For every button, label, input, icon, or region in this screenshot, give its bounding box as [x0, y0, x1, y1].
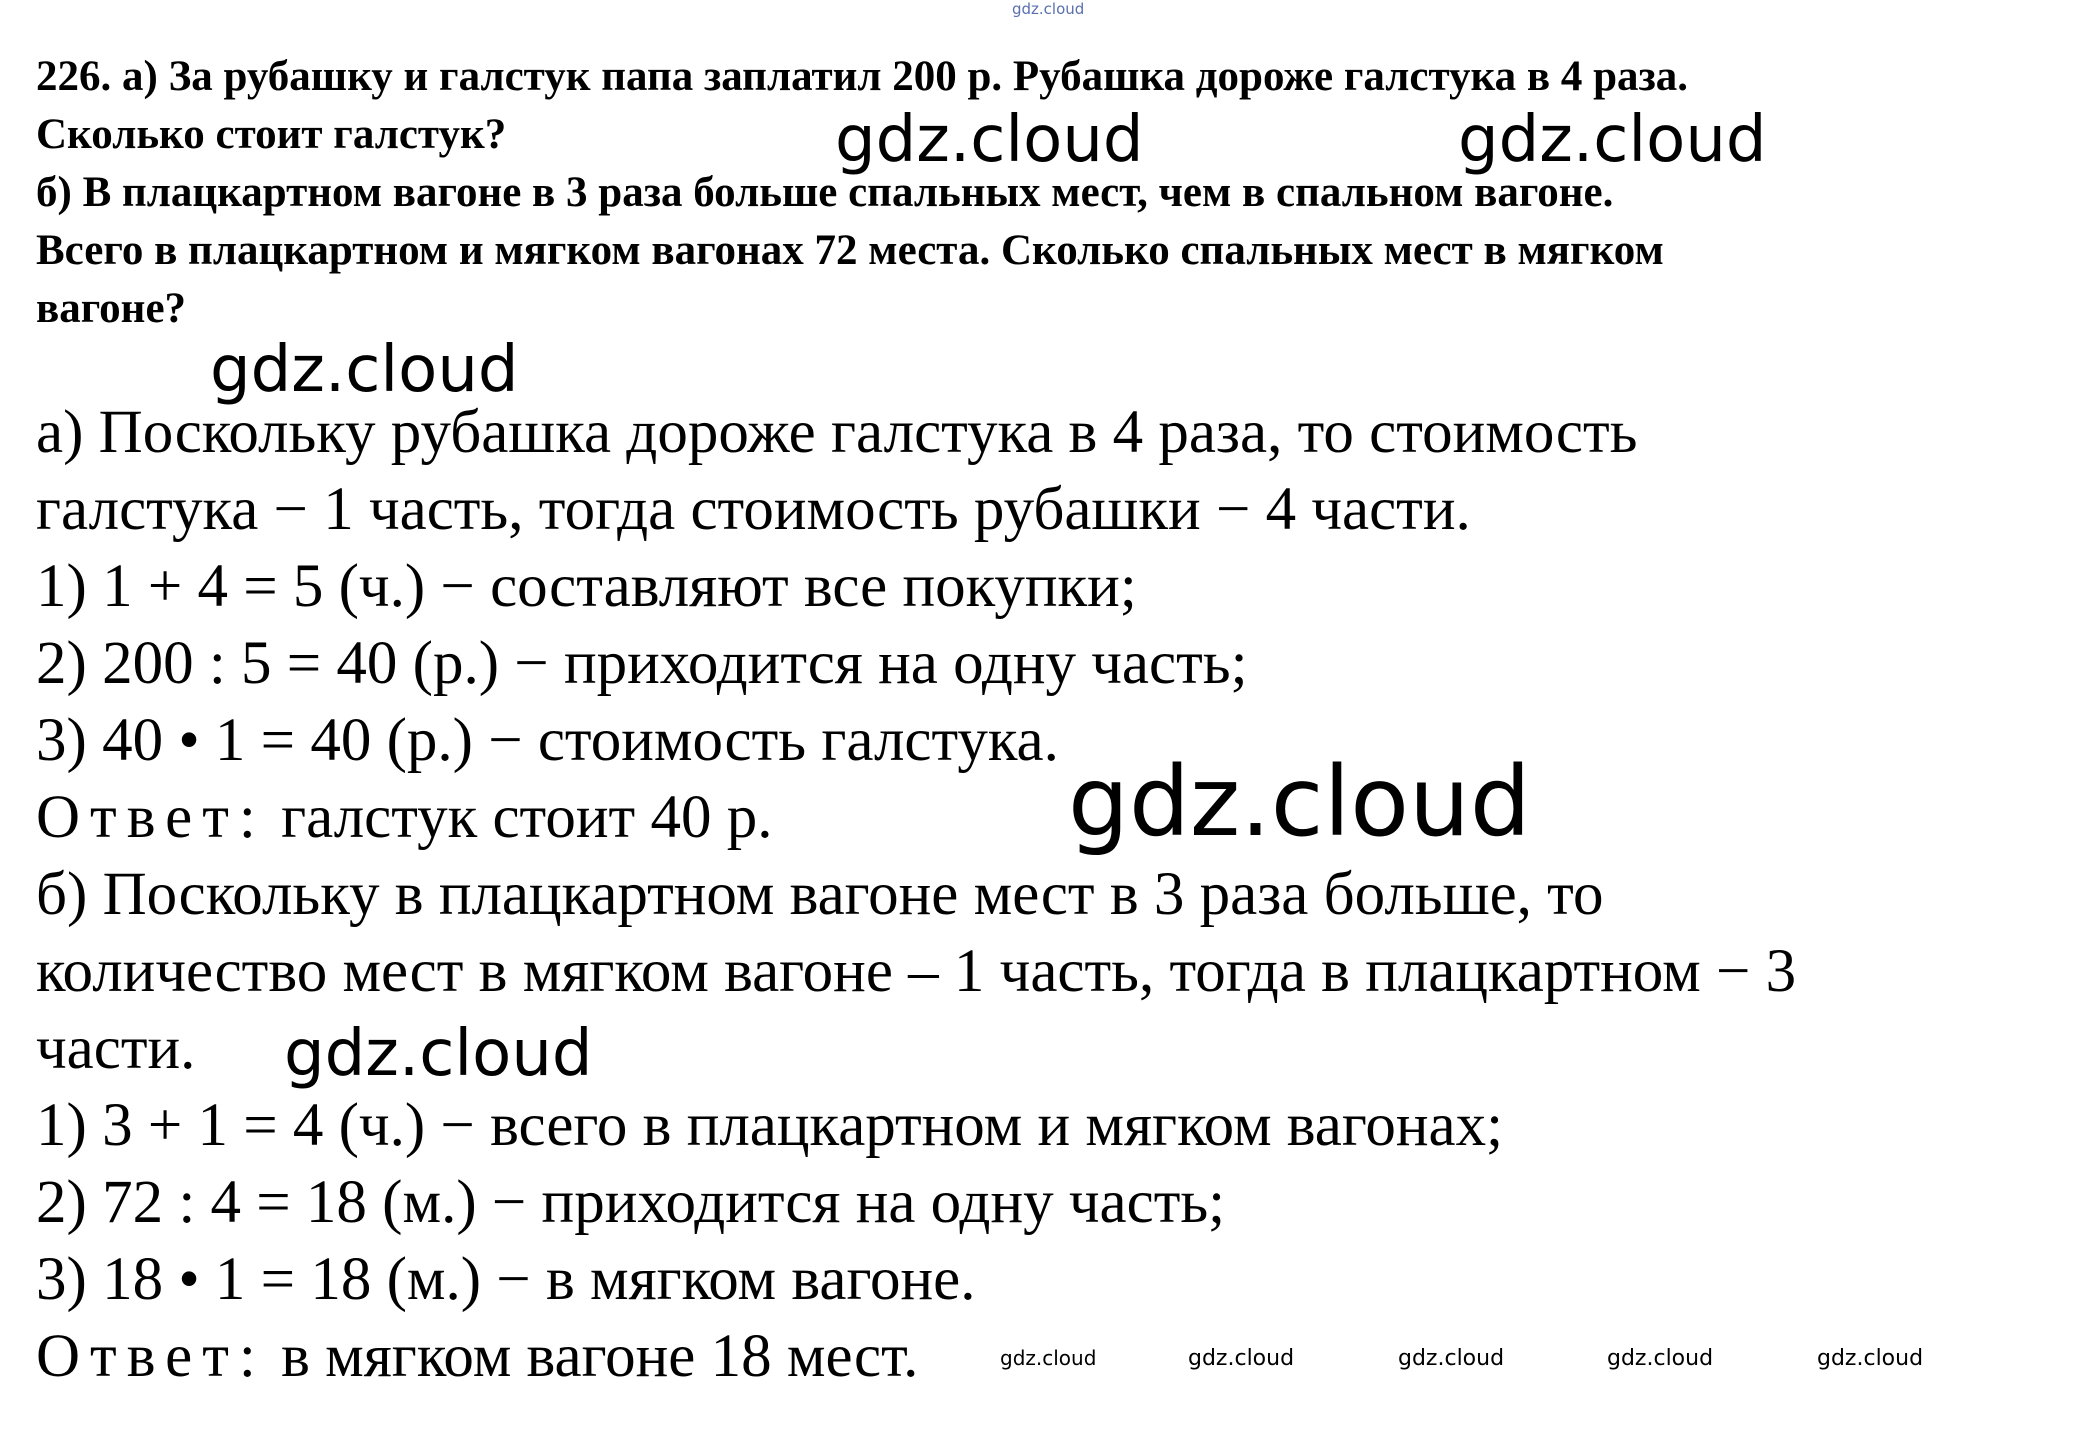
answer-label: Ответ: [36, 1323, 266, 1390]
watermark-small: gdz.cloud [1000, 1346, 1097, 1370]
problem-line: Всего в плацкартном и мягком вагонах 72 места. Сколько спальных мест в мягком [36, 227, 1664, 274]
solution-b-step-3: 3) 18 • 1 = 18 (м.) − в мягком вагоне. [36, 1246, 976, 1313]
watermark-small: gdz.cloud [1398, 1346, 1505, 1371]
solution-a-step-3: 3) 40 • 1 = 40 (р.) − стоимость галстука. [36, 707, 1059, 774]
problem-line: б) В плацкартном вагоне в 3 раза больше спальных мест, чем в спальном вагоне. [36, 169, 1614, 216]
solution-a-answer [36, 779, 2056, 856]
solution-a-step-2: 2) 200 : 5 = 40 (р.) − приходится на одну часть; [36, 630, 1248, 697]
watermark: gdz.cloud [835, 103, 1144, 177]
watermark: gdz.cloud [1068, 746, 1531, 858]
solution-b-step-1: 1) 3 + 1 = 4 (ч.) − всего в плацкартном и мягком вагонах; [36, 1092, 1504, 1159]
answer-text: галстук стоит 40 р. [265, 784, 773, 851]
answer-text: в мягком вагоне 18 мест. [265, 1323, 919, 1390]
problem-statement [36, 48, 2046, 338]
watermark: gdz.cloud [284, 1017, 593, 1091]
solution-a-step-1: 1) 1 + 4 = 5 (ч.) − составляют все покупки; [36, 553, 1137, 620]
answer-label: Ответ: [36, 784, 266, 851]
solution-b-intro-3: части. [36, 1015, 196, 1082]
watermark-small: gdz.cloud [1607, 1346, 1714, 1371]
solution-b-intro-1: б) Поскольку в плацкартном вагоне мест в 3 раза больше, то [36, 861, 1604, 928]
solution-b-step-2: 2) 72 : 4 = 18 (м.) − приходится на одну часть; [36, 1169, 1226, 1236]
solution-b-intro-2: количество мест в мягком вагоне – 1 часть, тогда в плацкартном − 3 [36, 938, 1797, 1005]
problem-line: Сколько стоит галстук? [36, 111, 507, 158]
solution-a-intro-1: а) Поскольку рубашка дороже галстука в 4 раза, то стоимость [36, 399, 1638, 466]
watermark: gdz.cloud [1458, 103, 1767, 177]
watermark: gdz.cloud [210, 333, 519, 407]
solution-a-intro-2: галстука − 1 часть, тогда стоимость рубашки − 4 части. [36, 476, 1471, 543]
watermark-small: gdz.cloud [1188, 1346, 1295, 1371]
solution-body [36, 394, 2056, 1395]
watermark-top: gdz.cloud [1012, 0, 1085, 18]
problem-line: вагоне? [36, 285, 187, 332]
watermark-small: gdz.cloud [1817, 1346, 1924, 1371]
problem-line: 226. а) За рубашку и галстук папа заплатил 200 р. Рубашка дороже галстука в 4 раза. [36, 53, 1689, 100]
